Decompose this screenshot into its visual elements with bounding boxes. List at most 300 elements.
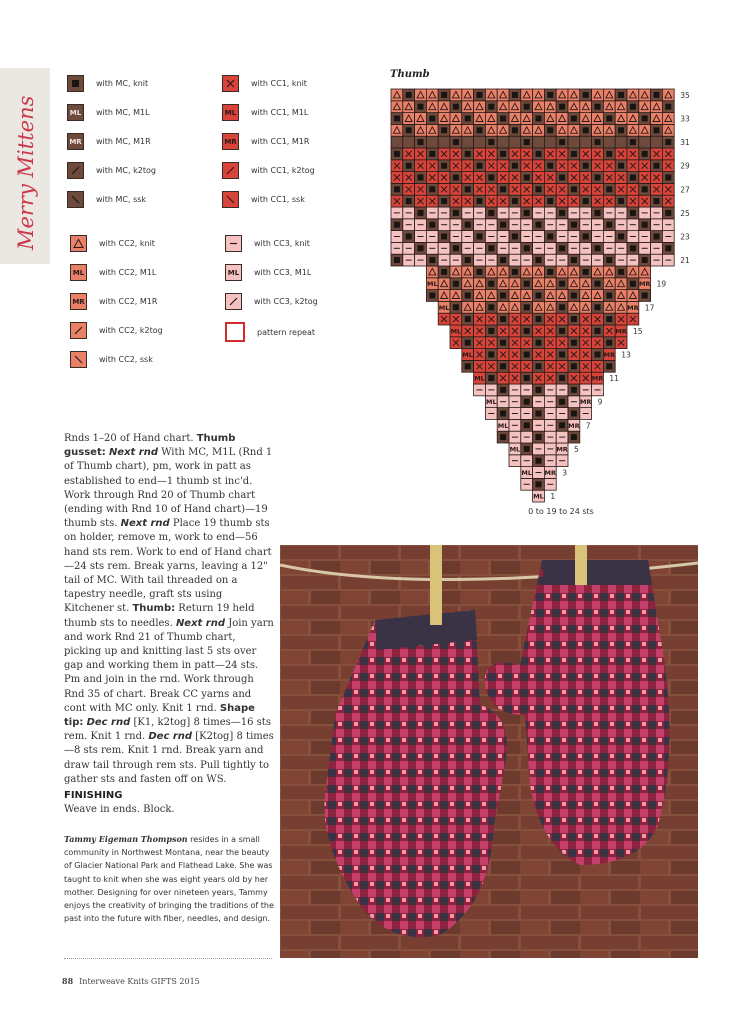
increase-mark: ML <box>533 492 544 501</box>
knit-dot-icon <box>571 257 577 263</box>
knit-dot-icon <box>488 375 494 381</box>
knit-dot-icon <box>583 127 589 133</box>
knit-dot-icon <box>477 269 483 275</box>
knit-dot-icon <box>547 163 553 169</box>
knit-dot-icon <box>500 257 506 263</box>
increase-mark: ML <box>438 303 450 312</box>
key-label: with CC3, k2tog <box>254 297 318 306</box>
chart-cell <box>651 136 663 148</box>
key-swatch-mark: MR <box>69 137 82 146</box>
knit-dot-icon <box>453 175 459 181</box>
key-swatch-x-icon <box>222 75 239 92</box>
key-item <box>70 351 153 368</box>
knit-dot-icon <box>536 411 542 417</box>
knit-dot-icon <box>642 222 648 228</box>
knit-dot-icon <box>559 104 565 110</box>
knit-dot-icon <box>583 92 589 98</box>
knit-dot-icon <box>571 293 577 299</box>
page-footer <box>62 976 200 986</box>
key-label: with CC3, knit <box>254 239 310 248</box>
row-number: 21 <box>680 256 690 266</box>
knit-dot-icon <box>500 186 506 192</box>
knit-dot-icon <box>547 92 553 98</box>
knit-dot-icon <box>406 127 412 133</box>
knit-dot-icon <box>536 293 542 299</box>
knit-dot-icon <box>630 281 636 287</box>
key-label: with CC3, M1L <box>254 268 312 277</box>
knit-dot-icon <box>595 328 601 334</box>
row-number: 1 <box>550 492 556 502</box>
knit-dot-icon <box>571 340 577 346</box>
key-label: with CC2, M1R <box>99 297 158 306</box>
key-item <box>222 191 305 208</box>
knit-dot-icon <box>477 198 483 204</box>
knit-dot-icon <box>606 151 612 157</box>
knit-dot-icon <box>465 186 471 192</box>
knit-dot-icon <box>595 304 601 310</box>
instr-p2: Place 19 thumb sts on holder, remove m, work to end—56 hand sts rem. Work to end of Hand chart—24 sts rem. Break yarns, leaving a 12" tail of MC. With tail threaded on a tapestry needle, graft sts using Kitchener st. <box>64 518 272 615</box>
key-item <box>70 293 157 310</box>
knit-dot-icon <box>500 151 506 157</box>
knit-dot-icon <box>406 234 412 240</box>
knit-dot-icon <box>488 328 494 334</box>
knit-dot-icon <box>571 434 577 440</box>
chart-cell <box>544 136 556 148</box>
knit-dot-icon <box>429 257 435 263</box>
key-label: with CC2, k2tog <box>99 326 163 335</box>
knit-dot-icon <box>595 245 601 251</box>
knit-dot-icon <box>571 151 577 157</box>
key-item <box>67 75 148 92</box>
knit-dot-icon <box>536 481 542 487</box>
key-label: with MC, knit <box>96 79 149 88</box>
chart-cell <box>391 136 403 148</box>
key-swatch-slash-icon <box>222 162 239 179</box>
knit-dot-icon <box>654 198 660 204</box>
key-label: with CC2, ssk <box>99 355 153 364</box>
key-item <box>67 162 156 179</box>
knit-dot-icon <box>606 363 612 369</box>
thumb-chart-title: Thumb <box>390 69 430 80</box>
knit-dot-icon <box>488 104 494 110</box>
knit-dot-icon <box>512 234 518 240</box>
knit-dot-icon <box>441 92 447 98</box>
knit-dot-icon <box>606 116 612 122</box>
knit-dot-icon <box>606 316 612 322</box>
key-item <box>225 264 311 281</box>
chart-cell <box>580 136 592 148</box>
knit-dot-icon <box>536 340 542 346</box>
knit-dot-icon <box>465 340 471 346</box>
key-item <box>222 162 315 179</box>
knit-dot-icon <box>606 257 612 263</box>
key-swatch-text-icon <box>67 104 84 121</box>
knit-dot-icon <box>500 434 506 440</box>
knit-dot-icon <box>536 116 542 122</box>
instr-shape-tip: Shape tip: <box>64 702 255 729</box>
knit-dot-icon <box>453 304 459 310</box>
knit-dot-icon <box>559 210 565 216</box>
instr-p1: With MC, M1L (Rnd 1 of Thumb chart), pm, work in patt as established to end—1 thumb st inc'd. Work through Rnd 20 of Thumb chart (ending with Rnd 10 of Hand chart)—19 thumb sts. <box>64 447 273 530</box>
thumb-chart <box>380 80 710 505</box>
key-swatch-text-icon <box>225 264 242 281</box>
instr-p6: [K2tog] 8 times—8 sts rem. Knit 1 rnd. Break yarn and draw tail through rem sts. Pull tightly to gather sts and fasten off on WS. <box>64 731 274 785</box>
knit-dot-icon <box>453 245 459 251</box>
knit-dot-icon <box>524 446 530 452</box>
chart-cell <box>615 136 627 148</box>
knit-dot-icon <box>630 175 636 181</box>
increase-mark: MR <box>568 421 580 430</box>
instr-dec-rnd-1: Dec rnd <box>86 717 131 729</box>
instr-p4: Join yarn and work Rnd 21 of Thumb chart, picking up and knitting last 5 sts over gap and working them in patt—24 sts. Pm and join in the rnd. Work through Rnd 35 of chart. Break CC yarns and cont with MC only. Knit 1 rnd. <box>64 617 274 714</box>
key-swatch-slash-icon <box>70 322 87 339</box>
chart-cell <box>603 136 615 148</box>
knit-dot-icon <box>559 281 565 287</box>
increase-mark: ML <box>509 445 521 454</box>
knit-dot-icon <box>654 234 660 240</box>
section-tab-label: Merry Mittens <box>14 95 38 250</box>
knit-dot-icon <box>630 245 636 251</box>
row-number: 7 <box>585 421 591 431</box>
knit-dot-icon <box>524 281 530 287</box>
knit-dot-icon <box>630 139 636 145</box>
knit-dot-icon <box>536 151 542 157</box>
knit-dot-icon <box>477 234 483 240</box>
knit-dot-icon <box>559 399 565 405</box>
key-swatch-triangle-icon <box>70 235 87 252</box>
row-number: 13 <box>621 350 631 360</box>
row-number: 35 <box>680 90 690 100</box>
knit-dot-icon <box>630 210 636 216</box>
knit-dot-icon <box>654 127 660 133</box>
chart-cell <box>474 136 486 148</box>
knit-dot-icon <box>595 175 601 181</box>
knit-dot-icon <box>394 186 400 192</box>
knit-dot-icon <box>595 139 601 145</box>
key-label: with CC1, M1L <box>251 108 309 117</box>
knit-dot-icon <box>477 127 483 133</box>
knit-dot-icon <box>524 245 530 251</box>
chart-cell <box>426 136 438 148</box>
increase-mark: MR <box>603 351 616 359</box>
row-number: 9 <box>597 397 603 407</box>
chart-cell <box>568 136 580 148</box>
increase-mark: ML <box>474 374 485 383</box>
knit-dot-icon <box>453 104 459 110</box>
increase-mark: MR <box>556 445 568 454</box>
key-swatch-text-icon <box>222 133 239 150</box>
knit-dot-icon <box>583 163 589 169</box>
knit-dot-icon <box>606 293 612 299</box>
knit-dot-icon <box>571 387 577 393</box>
row-number: 11 <box>609 374 619 384</box>
knit-dot-icon <box>536 186 542 192</box>
key-item <box>225 293 318 310</box>
knit-dot-icon <box>536 458 542 464</box>
knit-dot-icon <box>618 198 624 204</box>
key-item <box>225 322 315 342</box>
key-swatch-text-icon <box>222 104 239 121</box>
knit-dot-icon <box>524 422 530 428</box>
knit-dot-icon <box>642 293 648 299</box>
key-item <box>225 235 310 252</box>
knit-dot-icon <box>500 363 506 369</box>
row-number: 27 <box>680 185 690 195</box>
knit-dot-icon <box>500 116 506 122</box>
increase-mark: ML <box>426 280 438 289</box>
instr-p5: [K1, k2tog] 8 times—16 sts rem. Knit 1 rnd. <box>64 717 271 743</box>
knit-dot-icon <box>547 269 553 275</box>
key-item <box>67 133 151 150</box>
row-number: 17 <box>644 303 655 313</box>
knit-dot-icon <box>642 116 648 122</box>
knit-dot-icon <box>441 163 447 169</box>
knit-dot-icon <box>488 352 494 358</box>
chart-cell <box>639 136 651 148</box>
knit-dot-icon <box>642 151 648 157</box>
knit-dot-icon <box>536 387 542 393</box>
instr-next-rnd-1: Next rnd <box>108 447 159 459</box>
key-swatch-text-icon <box>70 293 87 310</box>
knit-dot-icon <box>547 127 553 133</box>
knit-dot-icon <box>571 116 577 122</box>
knit-dot-icon <box>477 163 483 169</box>
knit-dot-icon <box>394 116 400 122</box>
knit-dot-icon <box>524 375 530 381</box>
knit-dot-icon <box>536 222 542 228</box>
knit-dot-icon <box>571 186 577 192</box>
knit-dot-icon <box>465 151 471 157</box>
increase-mark: ML <box>521 469 533 477</box>
knit-dot-icon <box>665 210 671 216</box>
key-item <box>67 104 150 121</box>
row-number: 3 <box>562 468 567 478</box>
knit-dot-icon <box>429 222 435 228</box>
knit-dot-icon <box>429 186 435 192</box>
knit-dot-icon <box>547 234 553 240</box>
row-number: 33 <box>680 114 690 124</box>
row-number: 15 <box>633 326 643 336</box>
knit-dot-icon <box>536 363 542 369</box>
knit-dot-icon <box>488 139 494 145</box>
knit-dot-icon <box>524 399 530 405</box>
instr-thumb-label: Thumb: <box>132 603 176 615</box>
knit-dot-icon <box>418 175 424 181</box>
knit-dot-icon <box>453 281 459 287</box>
knit-dot-icon <box>429 293 435 299</box>
knit-dot-icon <box>583 198 589 204</box>
knit-dot-icon <box>524 104 530 110</box>
knit-dot-icon <box>618 92 624 98</box>
knit-dot-icon <box>618 127 624 133</box>
knit-dot-icon <box>524 210 530 216</box>
knit-dot-icon <box>500 387 506 393</box>
knit-dot-icon <box>465 257 471 263</box>
knit-dot-icon <box>465 293 471 299</box>
knit-dot-icon <box>559 304 565 310</box>
row-number: 5 <box>574 444 579 454</box>
knit-dot-icon <box>465 116 471 122</box>
knit-dot-icon <box>559 422 565 428</box>
key-label: pattern repeat <box>257 327 316 337</box>
knit-dot-icon <box>642 186 648 192</box>
knit-dot-icon <box>524 352 530 358</box>
knit-dot-icon <box>595 104 601 110</box>
chart-cell <box>403 136 415 148</box>
knit-dot-icon <box>595 210 601 216</box>
clothespin-icon <box>575 545 587 585</box>
mitten-photo <box>280 545 698 958</box>
knit-dot-icon <box>512 127 518 133</box>
knit-dot-icon <box>441 269 447 275</box>
knit-dot-icon <box>583 269 589 275</box>
key-item <box>70 322 163 339</box>
knit-dot-icon <box>453 210 459 216</box>
knit-dot-icon <box>665 175 671 181</box>
knit-dot-icon <box>394 257 400 263</box>
knit-dot-icon <box>571 363 577 369</box>
knit-dot-icon <box>618 163 624 169</box>
key-label: with CC1, ssk <box>251 195 305 204</box>
knit-dot-icon <box>418 245 424 251</box>
knit-dot-icon <box>488 304 494 310</box>
publication-name: Interweave Knits GIFTS 2015 <box>79 977 200 986</box>
key-swatch-backslash-icon <box>70 351 87 368</box>
knit-dot-icon <box>606 222 612 228</box>
knit-dot-icon <box>477 92 483 98</box>
increase-mark: ML <box>497 421 509 430</box>
key-swatch-mark: ML <box>72 268 85 277</box>
knit-dot-icon <box>418 210 424 216</box>
instr-next-rnd-3: Next rnd <box>175 617 226 629</box>
knit-dot-icon <box>500 340 506 346</box>
knit-dot-icon <box>500 222 506 228</box>
row-number: 31 <box>680 138 690 148</box>
key-swatch-repeat-icon <box>225 322 245 342</box>
knit-dot-icon <box>500 293 506 299</box>
key-swatch-mark: ML <box>227 268 240 277</box>
knit-dot-icon <box>512 198 518 204</box>
key-item <box>222 104 308 121</box>
knit-dot-icon <box>429 116 435 122</box>
increase-mark: MR <box>615 327 627 336</box>
knit-dot-icon <box>406 198 412 204</box>
key-label: with CC2, knit <box>99 239 155 248</box>
finishing-text: Weave in ends. Block. <box>64 804 175 815</box>
chart-cell <box>497 136 509 148</box>
increase-mark: ML <box>450 327 462 336</box>
knit-dot-icon <box>453 139 459 145</box>
knit-dot-icon <box>441 234 447 240</box>
knit-dot-icon <box>524 139 530 145</box>
knit-dot-icon <box>606 340 612 346</box>
key-swatch-mark: ML <box>224 108 237 117</box>
knit-dot-icon <box>559 139 565 145</box>
key-label: with CC2, M1L <box>99 268 157 277</box>
knit-dot-icon <box>441 127 447 133</box>
knit-dot-icon <box>524 304 530 310</box>
knit-dot-icon <box>630 104 636 110</box>
knit-dot-icon <box>559 352 565 358</box>
designer-bio <box>64 833 276 925</box>
increase-mark: MR <box>579 398 592 407</box>
key-swatch-mark: MR <box>72 297 85 306</box>
knit-dot-icon <box>583 234 589 240</box>
chart-cell <box>462 136 474 148</box>
knit-dot-icon <box>536 434 542 440</box>
key-swatch-mark: MR <box>224 137 237 146</box>
knit-dot-icon <box>500 316 506 322</box>
increase-mark: MR <box>638 280 651 289</box>
increase-mark: MR <box>591 374 604 383</box>
knit-dot-icon <box>488 175 494 181</box>
row-number: 23 <box>680 232 690 242</box>
knit-dot-icon <box>559 175 565 181</box>
knit-dot-icon <box>665 245 671 251</box>
knit-dot-icon <box>418 139 424 145</box>
designer-bio-text: resides in a small community in Northwest Montana, near the beauty of Glacier National Park and Flathead Lake. She was taught to knit when she was eight years old by her mother. Designing for over nineteen years, Tammy enjoys the creativity of bringing the traditions of the past into the future with fiber, needles, and design. <box>64 835 274 924</box>
knit-dot-icon <box>394 151 400 157</box>
page-number: 88 <box>62 976 74 986</box>
instructions-text <box>64 432 274 787</box>
increase-mark: MR <box>627 303 639 312</box>
key-swatch-text-icon <box>70 264 87 281</box>
knit-dot-icon <box>536 257 542 263</box>
key-label: with MC, M1R <box>96 137 151 146</box>
clothespin-icon <box>430 545 442 625</box>
knit-dot-icon <box>642 257 648 263</box>
key-label: with CC1, M1R <box>251 137 310 146</box>
knit-dot-icon <box>654 163 660 169</box>
chart-cell <box>533 136 545 148</box>
key-label: with CC1, knit <box>251 79 307 88</box>
key-item <box>222 75 307 92</box>
knit-dot-icon <box>406 163 412 169</box>
knit-dot-icon <box>465 316 471 322</box>
key-label: with CC1, k2tog <box>251 166 315 175</box>
knit-dot-icon <box>429 151 435 157</box>
knit-dot-icon <box>441 198 447 204</box>
knit-dot-icon <box>654 92 660 98</box>
thumb-chart-range: 0 to 19 to 24 sts <box>528 507 594 516</box>
increase-mark: ML <box>485 398 497 407</box>
key-item <box>67 191 146 208</box>
row-number: 19 <box>656 279 667 289</box>
knit-dot-icon <box>512 269 518 275</box>
designer-name: Tammy Eigeman Thompson <box>64 834 188 844</box>
key-label: with MC, M1L <box>96 108 150 117</box>
key-swatch-slash-icon <box>225 293 242 310</box>
knit-dot-icon <box>559 245 565 251</box>
instr-p3: Return 19 held thumb sts to needles. <box>64 603 255 629</box>
instr-thumb-gusset: Thumb gusset: <box>64 433 236 459</box>
knit-dot-icon <box>512 163 518 169</box>
instr-intro: Rnds 1–20 of Hand chart. <box>64 433 194 444</box>
knit-dot-icon <box>500 411 506 417</box>
row-number: 29 <box>680 161 690 171</box>
knit-dot-icon <box>571 316 577 322</box>
knit-dot-icon <box>465 363 471 369</box>
increase-mark: MR <box>544 469 557 477</box>
knit-dot-icon <box>595 281 601 287</box>
key-swatch-mark: ML <box>69 108 82 117</box>
knit-dot-icon <box>394 222 400 228</box>
knit-dot-icon <box>571 411 577 417</box>
knit-dot-icon <box>606 186 612 192</box>
knit-dot-icon <box>488 245 494 251</box>
chart-cell <box>438 136 450 148</box>
key-swatch-backslash-icon <box>67 191 84 208</box>
